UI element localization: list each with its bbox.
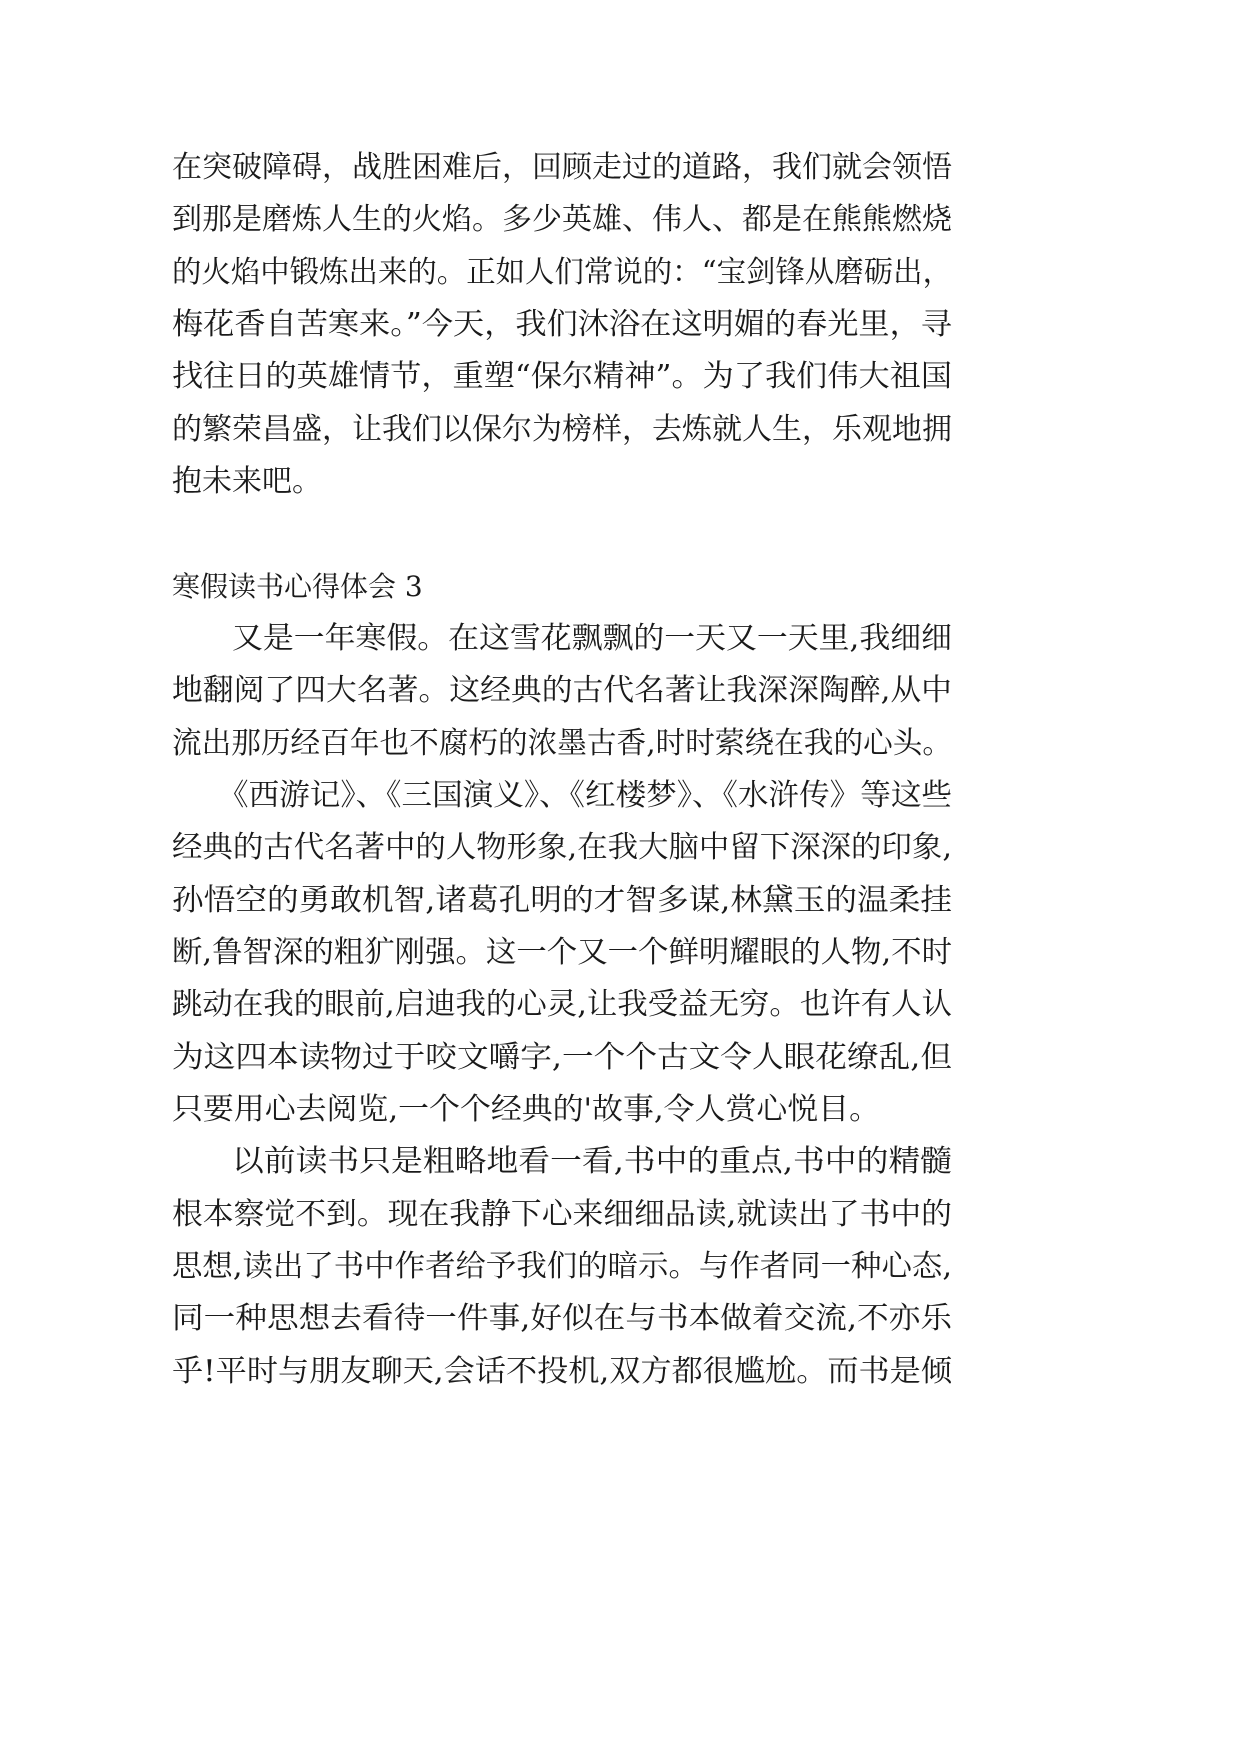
paragraph-2-line: 跳动在我的眼前,启迪我的心灵,让我受益无穷。也许有人认 <box>172 987 952 1022</box>
paragraph-3-line: 乎!平时与朋友聊天,会话不投机,双方都很尴尬。而书是倾 <box>172 1354 952 1389</box>
paragraph-2-line: 只要用心去阅览,一个个经典的'故事,令人赏心悦目。 <box>172 1092 880 1127</box>
paragraph-1-line: 地翻阅了四大名著。这经典的古代名著让我深深陶醉,从中 <box>172 673 952 708</box>
paragraph-3-line: 根本察觉不到。现在我静下心来细细品读,就读出了书中的 <box>172 1197 952 1232</box>
continuation-line: 到那是磨炼人生的火焰。多少英雄、伟人、都是在熊熊燃烧 <box>172 202 952 237</box>
paragraph-2-line: 断,鲁智深的粗犷刚强。这一个又一个鲜明耀眼的人物,不时 <box>172 935 952 970</box>
continuation-line: 梅花香自苦寒来。”今天，我们沐浴在这明媚的春光里，寻 <box>172 307 953 342</box>
paragraph-2-line: 经典的古代名著中的人物形象,在我大脑中留下深深的印象, <box>172 830 952 865</box>
section-heading: 寒假读书心得体会 3 <box>172 570 423 603</box>
continuation-line: 抱未来吧。 <box>172 464 322 499</box>
continuation-line: 找往日的英雄情节，重塑“保尔精神”。为了我们伟大祖国 <box>172 359 953 394</box>
paragraph-3-line: 思想,读出了书中作者给予我们的暗示。与作者同一种心态, <box>172 1249 952 1284</box>
paragraph-2-line: 《西游记》、《三国演义》、《红楼梦》、《水浒传》等这些 <box>218 778 952 813</box>
continuation-line: 的火焰中锻炼出来的。正如人们常说的：“宝剑锋从磨砺出， <box>172 255 952 290</box>
paragraph-1-line: 流出那历经百年也不腐朽的浓墨古香,时时萦绕在我的心头。 <box>172 726 952 761</box>
paragraph-3-line: 以前读书只是粗略地看一看,书中的重点,书中的精髓 <box>232 1144 952 1179</box>
paragraph-3-line: 同一种思想去看待一件事,好似在与书本做着交流,不亦乐 <box>172 1301 952 1336</box>
continuation-line: 的繁荣昌盛，让我们以保尔为榜样，去炼就人生，乐观地拥 <box>172 412 952 447</box>
paragraph-1-line: 又是一年寒假。在这雪花飘飘的一天又一天里,我细细 <box>232 621 952 656</box>
paragraph-2-line: 为这四本读物过于咬文嚼字,一个个古文令人眼花缭乱,但 <box>172 1040 952 1075</box>
continuation-line: 在突破障碍，战胜困难后，回顾走过的道路，我们就会领悟 <box>172 150 952 185</box>
paragraph-2-line: 孙悟空的勇敢机智,诸葛孔明的才智多谋,林黛玉的温柔挂 <box>172 883 952 918</box>
